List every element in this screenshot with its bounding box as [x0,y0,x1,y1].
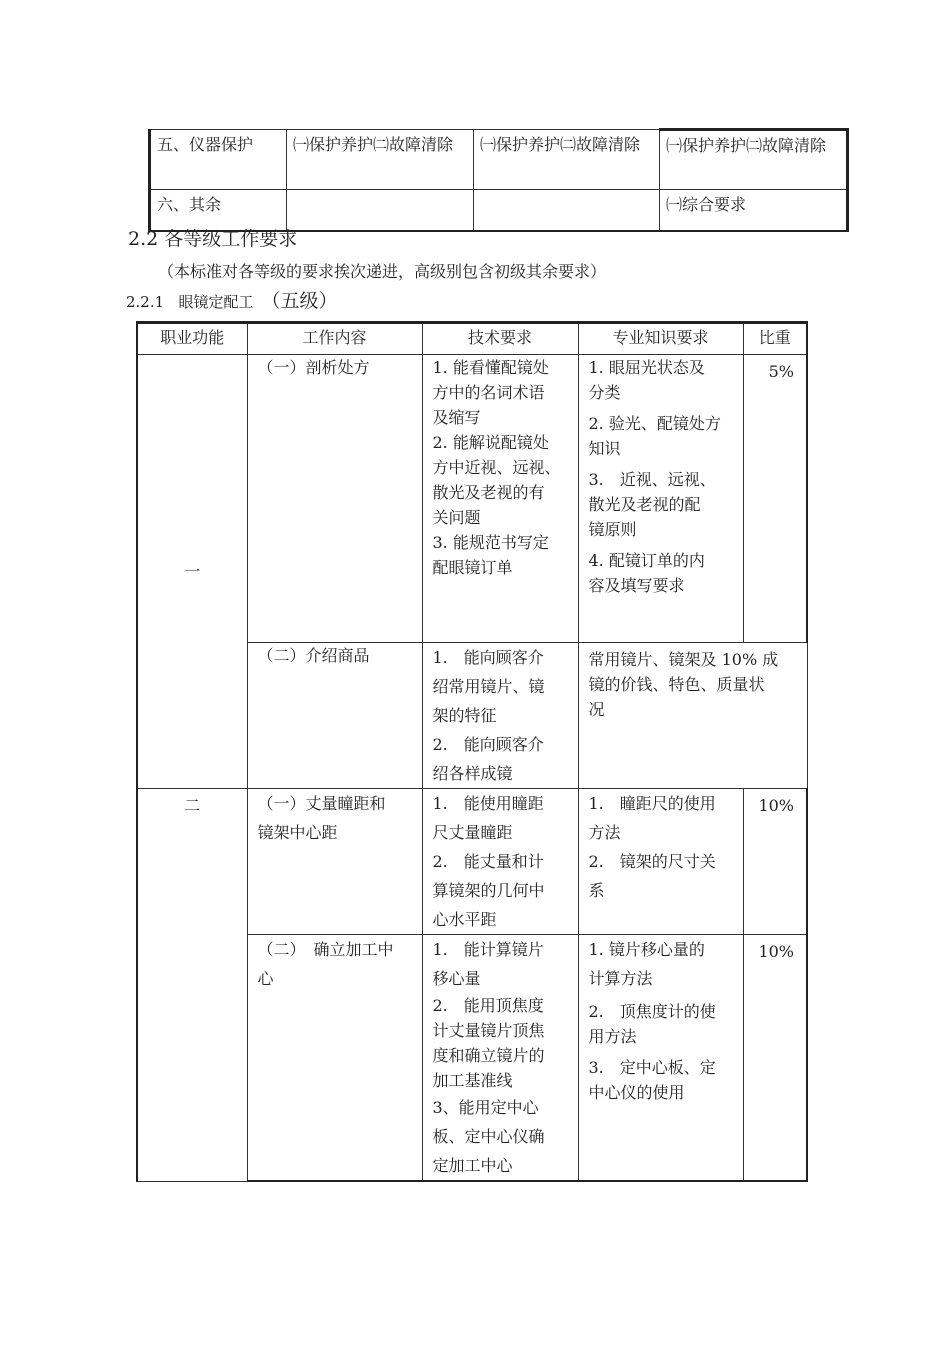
subsection-number: 2.2.1 [126,293,165,311]
header-tech: 技术要求 [422,323,578,355]
cell: ㈠保护养护㈡故障清除 [474,130,660,190]
weight-cell: 10% [743,935,807,1182]
weight-cell: 5% [743,355,807,643]
function-cell: 一 [137,355,247,789]
header-function: 职业功能 [137,323,247,355]
tech-cell: 1. 能使用瞳距 尺丈量瞳距 2. 能丈量和计 算镜架的几何中 心水平距 [422,789,578,935]
table-row [150,130,848,190]
tech-cell: 1. 能看懂配镜处 方中的名词术语 及缩写 2. 能解说配镜处 方中近视、远视、 散光及老视的有 关问题 3. 能规范书写定 配眼镜订单 [422,355,578,643]
cell: ㈠保护养护㈡故障清除 [287,130,474,190]
knowledge-cell: 常用镜片、镜架及 10% 成 镜的价钱、特色、质量状 况 [578,643,807,789]
knowledge-cell: 1. 眼屈光状态及 分类 2. 验光、配镜处方 知识 3. 近视、远视、 散光及老视的配 镜原则 4. 配镜订单的内 容及填写要求 [578,355,743,643]
tech-cell: 1. 能计算镜片 移心量 2. 能用顶焦度 计丈量镜片顶焦 度和确立镜片的 加工基准线 3、能用定中心 板、定中心仪确 定加工中心 [422,935,578,1182]
cell: ㈠保护养护㈡故障清除 [660,130,848,190]
knowledge-cell: 1. 瞳距尺的使用 方法 2. 镜架的尺寸关 系 [578,789,743,935]
header-content: 工作内容 [247,323,422,355]
cell [474,190,660,232]
subsection-name: 眼镜定配工 [178,293,254,311]
content-cell: （一）剖析处方 [247,355,422,643]
header-weight: 比重 [743,323,807,355]
content-cell: （一）丈量瞳距和 镜架中心距 [247,789,422,935]
cell: ㈠综合要求 [660,190,848,232]
table-header-row [137,323,807,355]
cell [287,190,474,232]
function-cell: 二 [137,789,247,1182]
knowledge-cell: 1. 镜片移心量的 计算方法 2. 顶焦度计的使 用方法 3. 定中心板、定 中心仪的使用 [578,935,743,1182]
instrument-protection-table [148,128,849,232]
tech-cell: 1. 能向顾客介 绍常用镜片、镜 架的特征 2. 能向顾客介 绍各样成镜 [422,643,578,789]
content-cell: （二）介绍商品 [247,643,422,789]
content-cell: （二） 确立加工中 心 [247,935,422,1182]
row-label: 六、其余 [150,190,287,232]
section-title: 2.2 各等级工作要求 [128,228,298,250]
work-requirements-table [136,321,808,1182]
table-row [137,355,807,643]
weight-cell: 10% [743,789,807,935]
header-knowledge: 专业知识要求 [578,323,743,355]
subsection-level: （五级） [261,290,338,312]
table-row [137,789,807,935]
row-label: 五、仪器保护 [150,130,287,190]
section-note: （本标准对各等级的要求挨次递进，高级别包含初级其余要求） [158,262,607,281]
table-row [150,190,848,232]
subsection-title [126,289,338,314]
